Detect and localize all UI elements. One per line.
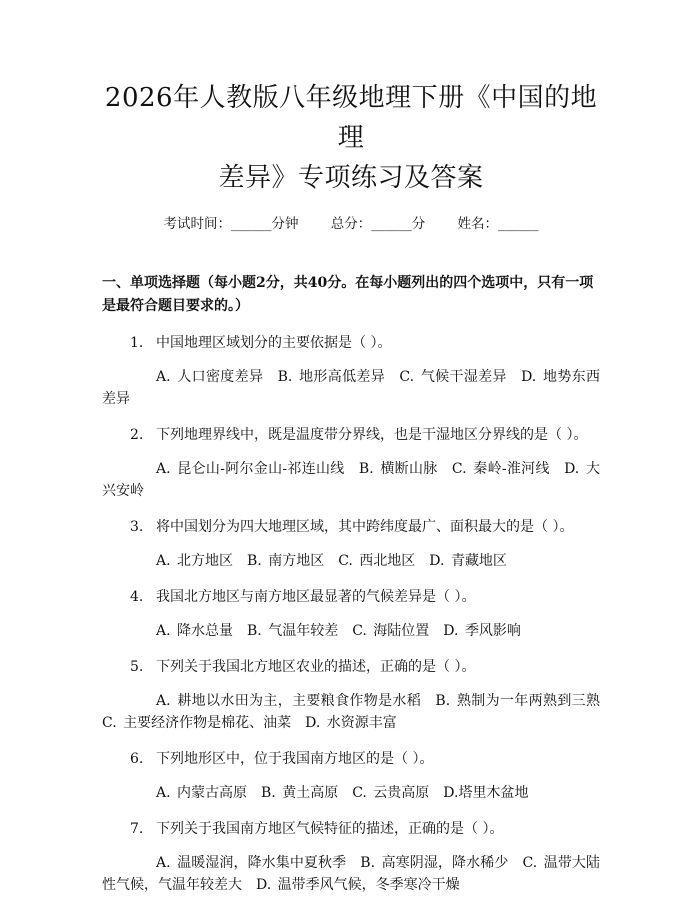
exam-meta bbox=[102, 214, 600, 234]
question-number: 1. bbox=[130, 335, 144, 351]
question-text: 将中国划分为四大地理区域，其中跨纬度最广、面积最大的是（ ）。 bbox=[156, 519, 574, 535]
question-stem bbox=[102, 818, 600, 840]
question-stem bbox=[102, 516, 600, 538]
exam-time: 考试时间：______分钟 bbox=[163, 216, 299, 232]
question-text: 下列关于我国南方地区气候特征的描述，正确的是（ ）。 bbox=[156, 821, 504, 837]
title-line-1: 2026年人教版八年级地理下册《中国的地理 bbox=[104, 83, 598, 153]
question-options: A. 人口密度差异 B. 地形高低差异 C. 气候干湿差异 D. 地势东西差异 bbox=[102, 369, 600, 407]
exam-score: 总分：______分 bbox=[330, 216, 426, 232]
question-item bbox=[102, 332, 600, 410]
question-number: 2. bbox=[130, 427, 144, 443]
question-number: 3. bbox=[130, 519, 144, 535]
question-options: A. 耕地以水田为主，主要粮食作物是水稻 B. 熟制为一年两熟到三熟 C. 主要经济作物是棉花、油菜 D. 水资源丰富 bbox=[102, 693, 614, 731]
question-number: 6. bbox=[130, 751, 144, 767]
question-options: A. 内蒙古高原 B. 黄土高原 C. 云贵高原 D.塔里木盆地 bbox=[156, 785, 529, 801]
question-item bbox=[102, 748, 600, 804]
question-options: A. 降水总量 B. 气温年较差 C. 海陆位置 D. 季风影响 bbox=[156, 623, 521, 639]
section-heading: 一、单项选择题（每小题2分，共40分。在每小题列出的四个选项中，只有一项是最符合题目要求的。） bbox=[102, 275, 594, 314]
question-stem bbox=[102, 332, 600, 354]
question-text: 中国地理区域划分的主要依据是（ ）。 bbox=[156, 335, 392, 351]
question-text: 下列地形区中，位于我国南方地区的是（ ）。 bbox=[156, 751, 434, 767]
question-stem bbox=[102, 586, 600, 608]
question-stem bbox=[102, 424, 600, 446]
question-item bbox=[102, 516, 600, 572]
question-number: 7. bbox=[130, 821, 144, 837]
exam-name: 姓名：______ bbox=[457, 216, 539, 232]
title-line-2: 差异》专项练习及答案 bbox=[218, 163, 484, 193]
question-stem bbox=[102, 656, 600, 678]
question-item bbox=[102, 656, 614, 734]
question-number: 4. bbox=[130, 589, 144, 605]
question-text: 下列关于我国北方地区农业的描述，正确的是（ ）。 bbox=[156, 659, 476, 675]
question-options: A. 北方地区 B. 南方地区 C. 西北地区 D. 青藏地区 bbox=[156, 553, 507, 569]
question-stem bbox=[102, 748, 600, 770]
question-item bbox=[102, 818, 600, 896]
question-options: A. 温暖湿润，降水集中夏秋季 B. 高寒阴湿，降水稀少 C. 温带大陆性气候，气温年较差大 D. 温带季风气候，冬季寒冷干燥 bbox=[102, 855, 600, 893]
question-text: 我国北方地区与南方地区最显著的气候差异是（ ）。 bbox=[156, 589, 476, 605]
document-title bbox=[102, 78, 600, 198]
question-text: 下列地理界线中，既是温度带分界线，也是干湿地区分界线的是（ ）。 bbox=[156, 427, 588, 443]
question-item bbox=[102, 586, 600, 642]
question-item bbox=[102, 424, 600, 502]
question-number: 5. bbox=[130, 659, 144, 675]
question-options: A. 昆仑山-阿尔金山-祁连山线 B. 横断山脉 C. 秦岭-淮河线 D. 大兴安岭 bbox=[102, 461, 600, 499]
